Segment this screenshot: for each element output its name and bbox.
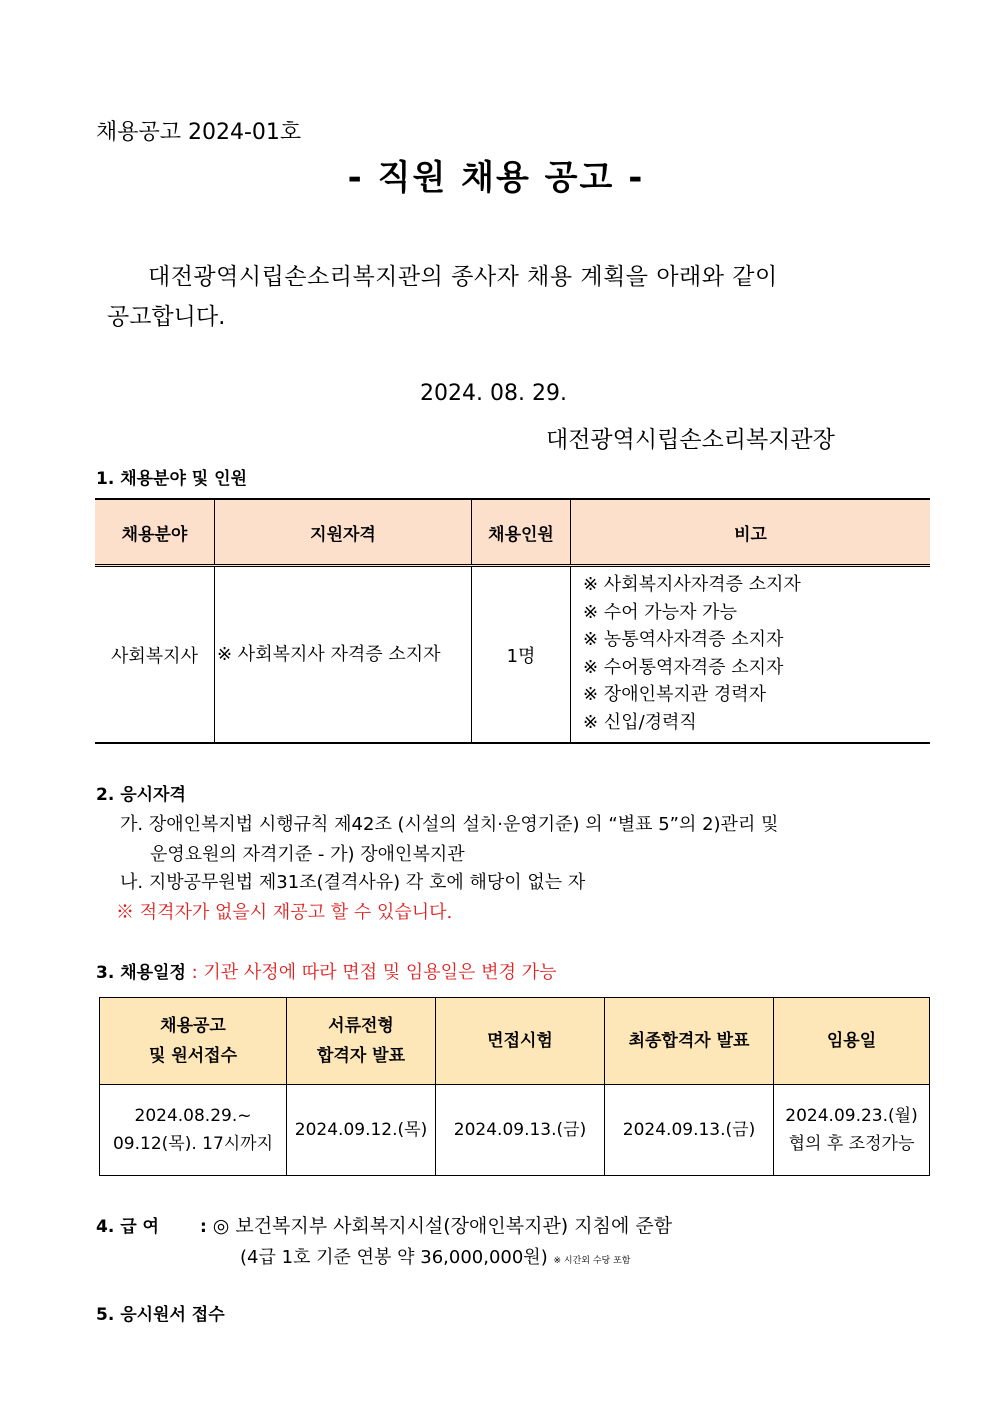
header-application: 채용공고 및 원서접수 <box>100 998 287 1085</box>
page-title: - 직원 채용 공고 - <box>347 158 645 198</box>
section-3-separator: : <box>185 962 204 983</box>
section-5-title: 5. 응시원서 접수 <box>96 1305 225 1325</box>
header-appointment: 임용일 <box>774 998 930 1085</box>
interview-date-cell: 2024.09.13.(금) <box>436 1085 605 1176</box>
recruitment-field-table <box>95 498 930 744</box>
section-1-title: 1. 채용분야 및 인원 <box>96 469 247 489</box>
intro-line-1: 대전광역시립손소리복지관의 종사자 채용 계획을 아래와 같이 <box>148 264 778 290</box>
salary-detail <box>240 1243 630 1269</box>
qualification-item-b: 나. 지방공무원법 제31조(결격사유) 각 호에 해당이 없는 자 <box>120 872 586 893</box>
intro-line-2: 공고합니다. <box>107 304 226 330</box>
section-2-title: 2. 응시자격 <box>96 785 186 805</box>
appointment-date-cell: 2024.09.23.(월) 협의 후 조정가능 <box>774 1085 930 1176</box>
re-notice-warning: ※ 적격자가 없을시 재공고 할 수 있습니다. <box>116 902 453 923</box>
table-row <box>95 566 930 744</box>
salary-basis: ◎ 보건복지부 사회복지시설(장애인복지관) 지침에 준함 <box>212 1215 673 1237</box>
header-count: 채용인원 <box>472 499 571 566</box>
header-document-screening: 서류전형 합격자 발표 <box>287 998 436 1085</box>
notes-cell <box>571 566 931 744</box>
section-3-heading <box>96 958 556 984</box>
table-row <box>100 1085 930 1176</box>
note-item: ※ 사회복지사자격증 소지자 <box>583 574 801 595</box>
header-notes: 비고 <box>571 499 931 566</box>
note-item: ※ 신입/경력직 <box>583 711 697 733</box>
note-item: ※ 수어 가능자 가능 <box>583 601 737 623</box>
section-3-title: 3. 채용일정 <box>96 963 186 983</box>
schedule-table <box>99 997 930 1176</box>
schedule-change-note: 기관 사정에 따라 면접 및 임용일은 변경 가능 <box>203 962 557 983</box>
table-header-row <box>100 998 930 1085</box>
header-qualification: 지원자격 <box>215 499 472 566</box>
field-cell: 사회복지사 <box>95 566 215 744</box>
salary-amount: (4급 1호 기준 연봉 약 36,000,000원) <box>240 1247 548 1268</box>
note-item: ※ 장애인복지관 경력자 <box>583 684 767 705</box>
notice-number: 채용공고 2024-01호 <box>96 120 302 145</box>
header-interview: 면접시험 <box>436 998 605 1085</box>
table-header-row <box>95 499 930 566</box>
note-item: ※ 농통역사자격증 소지자 <box>583 629 784 650</box>
count-cell: 1명 <box>472 566 571 744</box>
qualification-item-a-cont: 운영요원의 자격기준 - 가) 장애인복지관 <box>150 844 465 865</box>
overtime-note: ※ 시간외 수당 포함 <box>553 1256 631 1266</box>
note-item: ※ 수어통역자격증 소지자 <box>583 656 784 678</box>
qualification-item-a: 가. 장애인복지법 시행규칙 제42조 (시설의 설치·운영기준) 의 “별표 5”의 2)관리 및 <box>120 814 779 835</box>
qualification-cell: ※ 사회복지사 자격증 소지자 <box>215 566 472 744</box>
header-final-result: 최종합격자 발표 <box>605 998 774 1085</box>
salary-line <box>200 1211 672 1238</box>
notice-date: 2024. 08. 29. <box>420 381 567 406</box>
header-field: 채용분야 <box>95 499 215 566</box>
application-period-cell: 2024.08.29.~ 09.12(목). 17시까지 <box>100 1085 287 1176</box>
section-4-title: 4. 급 여 <box>96 1217 159 1237</box>
signer: 대전광역시립손소리복지관장 <box>546 427 835 453</box>
document-result-date-cell: 2024.09.12.(목) <box>287 1085 436 1176</box>
salary-separator: : <box>200 1217 213 1237</box>
final-result-date-cell: 2024.09.13.(금) <box>605 1085 774 1176</box>
